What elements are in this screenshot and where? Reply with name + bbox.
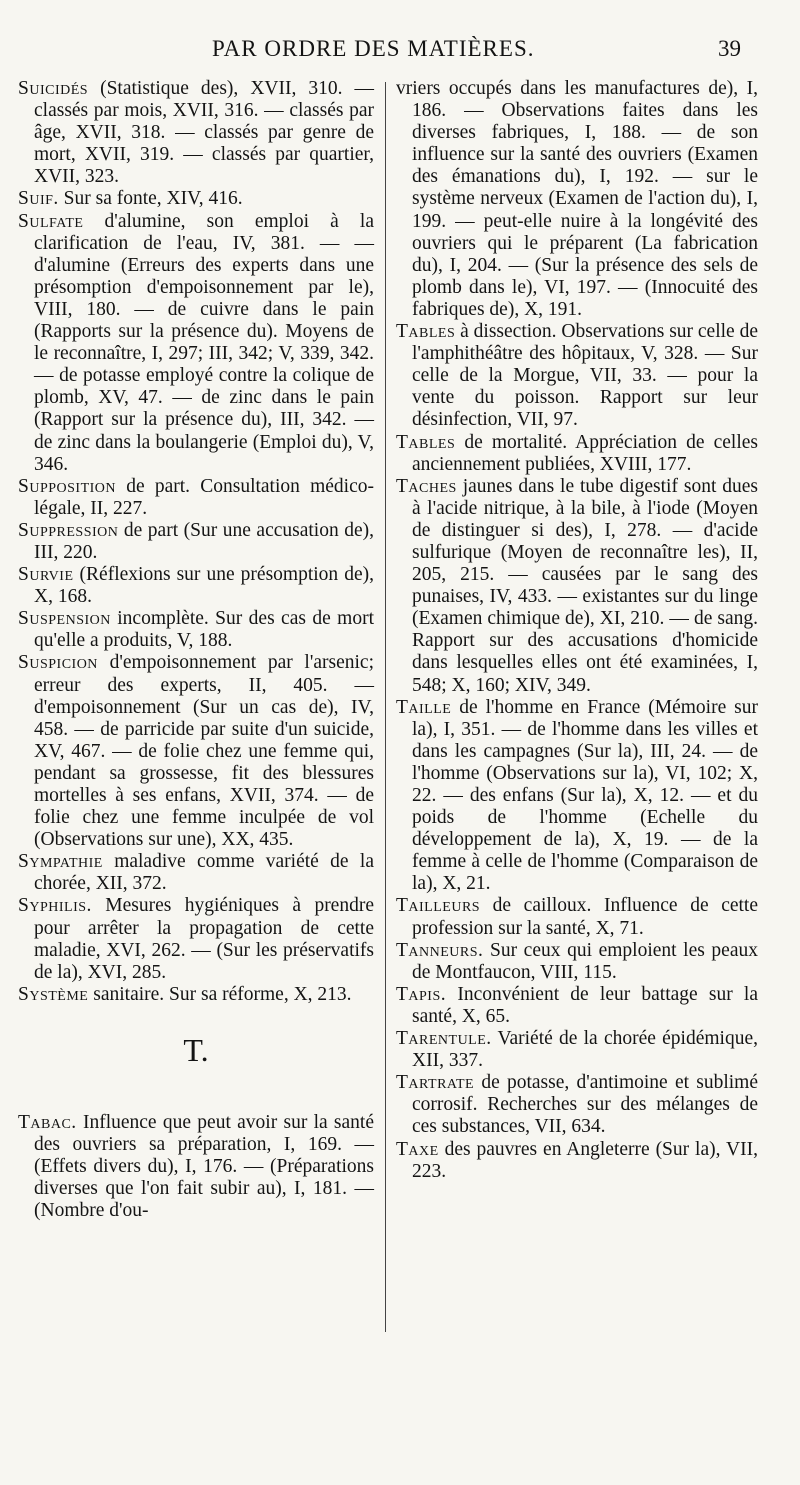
entry-headword: Supposition	[18, 475, 117, 497]
entry-headword: Suspension	[18, 608, 111, 630]
entry-text: de potasse, d'antimoine et sublimé corrosif. Recherches sur des mélanges de ces substances, VII, 634.	[412, 1072, 758, 1138]
entry-headword: Sulfate	[18, 210, 84, 232]
index-entry	[18, 476, 374, 520]
left-entries-after	[18, 1112, 374, 1222]
index-entry	[396, 984, 758, 1028]
index-entry	[396, 476, 758, 697]
index-entry	[396, 697, 758, 896]
right-entries	[396, 78, 758, 1183]
index-entry	[396, 321, 758, 431]
entry-text: d'empoisonnement par l'arsenic; erreur des experts, II, 405. — d'empoisonnement (Sur un cas de), IV, 458. — de parricide par suite d'un suicide, XV, 467. — de folie chez une femme qui, pendant sa grossesse, fit des blessures mortelles à ses enfans, XVII, 374. — de folie chez une femme inculpée de vol (Observations sur une), XX, 435.	[34, 652, 374, 851]
entry-text: sanitaire. Sur sa réforme, X, 213.	[88, 983, 352, 1005]
entry-text: Variété de la chorée épidémique, XII, 337.	[412, 1028, 758, 1072]
running-title: PAR ORDRE DES MATIÈRES.	[212, 36, 535, 61]
entry-text: Influence que peut avoir sur la santé des ouvriers sa préparation, I, 169. — (Effets divers du), I, 176. — (Préparations diverses que l'on fait subir au), I, 181. — (Nombre d'ou-	[34, 1111, 374, 1222]
index-entry	[396, 940, 758, 984]
entry-headword: Tabac.	[18, 1111, 77, 1133]
entry-text: de mortalité. Appréciation de celles anciennement publiées, XVIII, 177.	[412, 431, 758, 475]
entry-text: de cailloux. Influence de cette profession sur la santé, X, 71.	[412, 895, 758, 939]
entry-headword: Système	[18, 983, 89, 1005]
entry-headword: Taxe	[396, 1138, 439, 1160]
entry-headword: Tanneurs.	[396, 939, 484, 961]
entry-headword: Tailleurs	[396, 895, 481, 917]
index-entry	[18, 564, 374, 608]
left-column	[18, 78, 374, 1222]
entry-headword: Tartrate	[396, 1072, 475, 1094]
entry-headword: Tarentule.	[396, 1028, 492, 1050]
entry-headword: Taches	[396, 475, 457, 497]
index-entry	[18, 211, 374, 476]
entry-headword: Suppression	[18, 519, 119, 541]
column-divider	[385, 82, 386, 1332]
entry-headword: Syphilis.	[18, 895, 92, 917]
index-entry	[18, 1112, 374, 1222]
entry-text: vriers occupés dans les manufactures de), I, 186. — Observations faites dans les diverses fabriques, I, 188. — de son influence sur la santé des ouvriers (Examen des émanations du), I, 192. — sur le système nerveux (Examen de l'action du), I, 199. — peut-elle nuire à la longévité des ouvriers qui le préparent (La fabrication du), I, 204. — (Sur la présence des sels de plomb dans le), VI, 197. — (Innocuité des fabriques de), X, 191.	[396, 78, 758, 320]
entry-headword: Suif.	[18, 188, 59, 210]
index-entry	[396, 1028, 758, 1072]
entry-text: des pauvres en Angleterre (Sur la), VII, 223.	[412, 1138, 758, 1182]
entry-text: de part. Consultation médico-légale, II, 227.	[34, 475, 374, 519]
index-entry	[18, 608, 374, 652]
entry-headword: Suspicion	[18, 652, 98, 674]
entry-headword: Survie	[18, 564, 74, 586]
entry-text: (Réflexions sur une présomption de), X, 168.	[34, 564, 374, 608]
index-entry	[18, 520, 374, 564]
index-entry	[396, 78, 758, 321]
entry-text: de l'homme en France (Mémoire sur la), I, 351. — de l'homme dans les villes et dans les campagnes (Sur la), III, 24. — de l'homme (Observations sur la), VI, 102; X, 22. — des enfans (Sur la), X, 12. — et du poids de l'homme (Echelle du développement de la), X, 19. — de la femme à celle de l'homme (Comparaison de la), X, 21.	[412, 696, 758, 895]
right-column	[396, 78, 758, 1183]
index-entry	[18, 984, 374, 1006]
entry-text: (Statistique des), XVII, 310. — classés par mois, XVII, 316. — classés par âge, XVII, 318. — classés par genre de mort, XVII, 319. — classés par quartier, XVII, 323.	[34, 78, 374, 188]
index-entry	[18, 851, 374, 895]
entry-text: Sur sa fonte, XIV, 416.	[58, 188, 243, 210]
index-entry	[18, 652, 374, 851]
entry-headword: Tables	[396, 431, 456, 453]
entry-text: Inconvénient de leur battage sur la santé, X, 65.	[412, 983, 758, 1027]
entry-text: Sur ceux qui emploient les peaux de Montfaucon, VIII, 115.	[412, 939, 758, 983]
index-entry	[18, 78, 374, 188]
entry-headword: Taille	[396, 696, 452, 718]
index-entry	[396, 1072, 758, 1138]
entry-headword: Sympathie	[18, 851, 103, 873]
index-entry	[396, 1139, 758, 1183]
entry-text: maladive comme variété de la chorée, XII, 372.	[34, 851, 374, 895]
index-entry	[396, 432, 758, 476]
left-entries	[18, 78, 374, 1006]
entry-headword: Tables	[396, 321, 456, 343]
entry-text: jaunes dans le tube digestif sont dues à l'acide nitrique, à la bile, à l'iode (Moyen de distinguer si des), I, 278. — d'acide sulfurique (Moyen de reconnaître les), II, 205, 215. — causées par le sang des punaises, IV, 433. — existantes sur du linge (Examen chimique de), XI, 210. — de sang. Rapport sur des accusations d'homicide dans lesquelles elles ont été examinées, I, 548; X, 160; XIV, 349.	[412, 475, 758, 696]
index-entry	[18, 188, 374, 210]
section-letter: T.	[183, 1031, 209, 1068]
index-entry	[18, 895, 374, 983]
page-number: 39	[718, 36, 741, 61]
entry-text: à dissection. Observations sur celle de l'amphithéâtre des hôpitaux, V, 328. — Sur celle de la Morgue, VII, 33. — pour la vente du poisson. Rapport sur leur désinfection, VII, 97.	[412, 321, 758, 431]
entry-text: Mesures hygiéniques à prendre pour arrêter la propagation de cette maladie, XVI, 262. — (Sur les préservatifs de la), XVI, 285.	[34, 895, 374, 983]
entry-text: d'alumine, son emploi à la clarification de l'eau, IV, 381. — — d'alumine (Erreurs des experts dans une présomption d'empoisonnement par le), VIII, 180. — de cuivre dans le pain (Rapports sur la présence du). Moyens de le reconnaître, I, 297; III, 342; V, 339, 342. — de potasse employé contre la colique de plomb, XV, 47. — de zinc dans le pain (Rapport sur la présence du), III, 342. — de zinc dans la boulangerie (Emploi du), V, 346.	[34, 210, 374, 475]
entry-text: de part (Sur une accusation de), III, 220.	[34, 519, 374, 563]
page-header	[0, 36, 800, 70]
entry-text: incomplète. Sur des cas de mort qu'elle a produits, V, 188.	[34, 608, 374, 652]
entry-headword: Tapis.	[396, 983, 447, 1005]
index-entry	[396, 895, 758, 939]
entry-headword: Suicidés	[18, 78, 89, 99]
